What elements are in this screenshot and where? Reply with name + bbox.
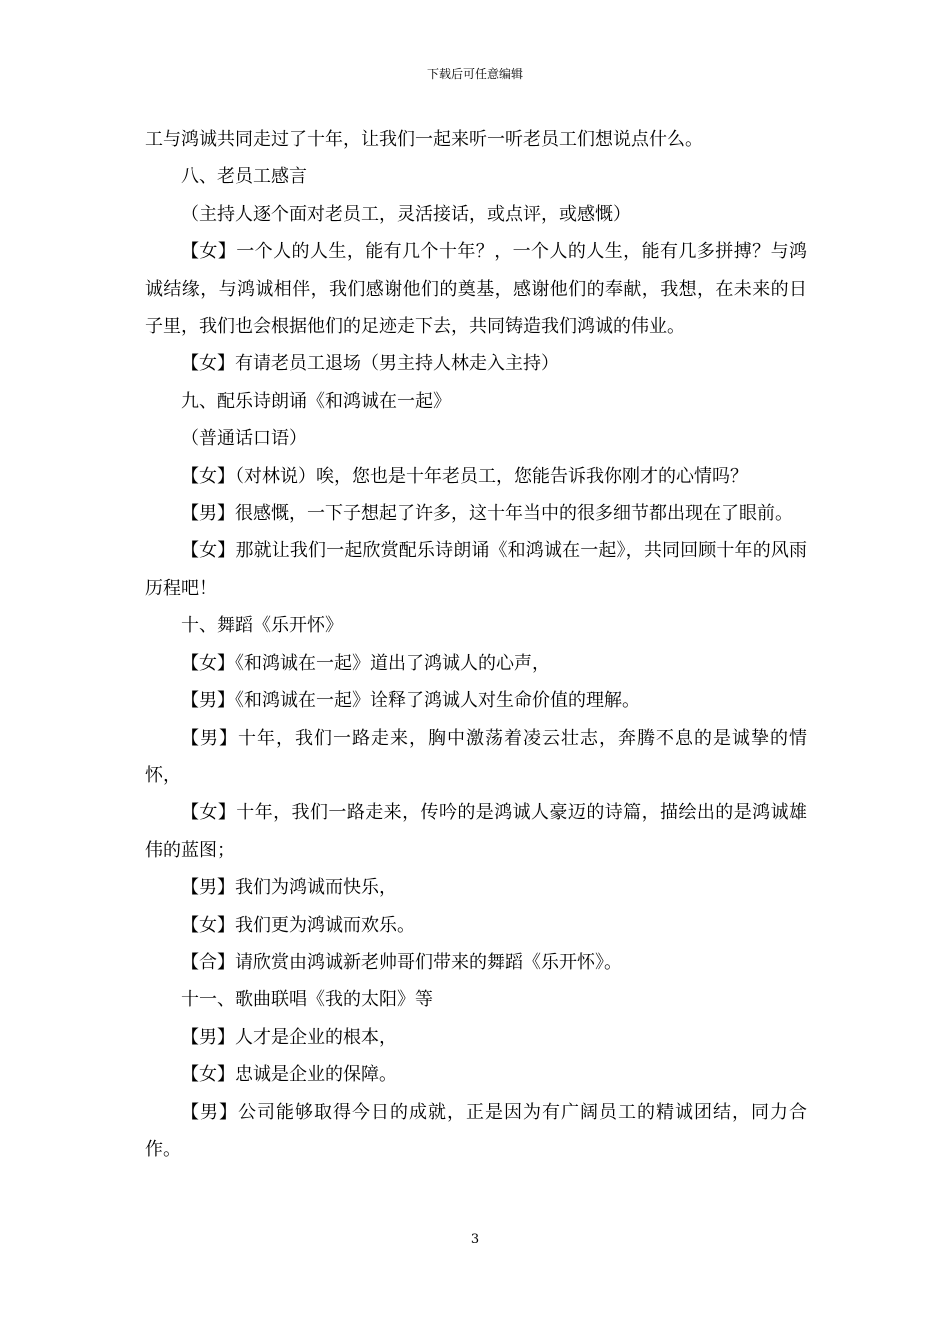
dialogue-line: 【男】十年，我们一路走来，胸中激荡着凌云壮志，奔腾不息的是诚挚的情怀， xyxy=(145,727,807,786)
document-body xyxy=(145,121,807,1168)
dialogue-line: 【女】（对林说）唉，您也是十年老员工，您能告诉我你刚才的心情吗？ xyxy=(181,465,748,487)
dialogue-line: 【女】我们更为鸿诚而欢乐。 xyxy=(181,914,415,936)
dialogue-line: 【合】请欣赏由鸿诚新老帅哥们带来的舞蹈《乐开怀》。 xyxy=(181,951,622,973)
dialogue-line: 【女】《和鸿诚在一起》道出了鸿诚人的心声， xyxy=(181,652,550,674)
dialogue-line: 【男】我们为鸿诚而快乐， xyxy=(181,877,397,899)
section-heading: 十、舞蹈《乐开怀》 xyxy=(181,615,343,637)
paragraph: 工与鸿诚共同走过了十年，让我们一起来听一听老员工们想说点什么。 xyxy=(145,129,703,150)
dialogue-line: 【男】很感慨，一下子想起了许多，这十年当中的很多细节都出现在了眼前。 xyxy=(181,503,793,525)
section-heading: 十一、歌曲联唱《我的太阳》等 xyxy=(181,989,433,1011)
dialogue-line: 【女】那就让我们一起欣赏配乐诗朗诵《和鸿诚在一起》，共同回顾十年的风雨历程吧！ xyxy=(145,540,807,599)
dialogue-line: 【女】忠诚是企业的保障。 xyxy=(181,1064,397,1086)
dialogue-line: 【男】公司能够取得今日的成就，正是因为有广阔员工的精诚团结，同力合作。 xyxy=(145,1101,807,1160)
dialogue-line: 【男】人才是企业的根本， xyxy=(181,1026,397,1048)
dialogue-line: 【男】《和鸿诚在一起》诠释了鸿诚人对生命价值的理解。 xyxy=(181,690,640,712)
dialogue-line: 【女】有请老员工退场（男主持人林走入主持） xyxy=(181,353,559,375)
stage-direction: （普通话口语） xyxy=(181,428,307,450)
stage-direction: （主持人逐个面对老员工，灵活接话，或点评，或感慨） xyxy=(181,203,631,225)
dialogue-line: 【女】十年，我们一路走来，传吟的是鸿诚人豪迈的诗篇，描绘出的是鸿诚雄伟的蓝图； xyxy=(145,802,807,861)
page-number: 3 xyxy=(470,1232,480,1247)
section-heading: 九、配乐诗朗诵《和鸿诚在一起》 xyxy=(181,390,451,412)
section-heading: 八、老员工感言 xyxy=(181,166,307,188)
page-header: 下载后可任意编辑 xyxy=(426,67,523,81)
dialogue-line: 【女】一个人的人生，能有几个十年？，一个人的人生，能有几多拼搏？与鸿诚结缘，与鸿诚相伴，我们感谢他们的奠基，感谢他们的奉献，我想，在未来的日子里，我们也会根据他们的足迹走下去，共同铸造我们鸿诚的伟业。 xyxy=(145,241,807,338)
